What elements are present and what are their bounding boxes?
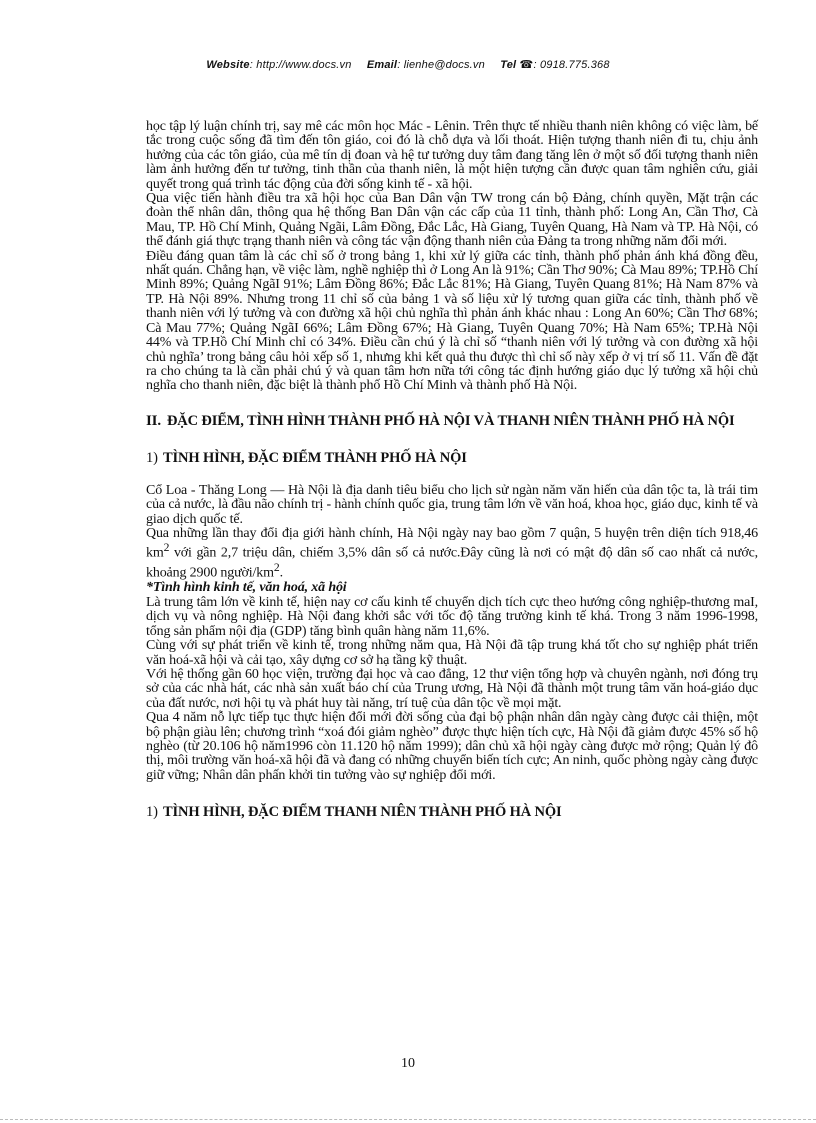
econ-subheading: *Tình hình kinh tế, văn hoá, xã hội — [146, 580, 347, 596]
email-label: Email — [366, 59, 398, 71]
document-body — [146, 120, 758, 838]
econ-paragraph-3: Với hệ thống gần 60 học viện, trường đại học và cao đẳng, 12 thư viện tổng hợp và chuyên ngành, nơi đóng trụ sở của các nhà hát, các nhà sản xuất báo chí của Trung ương, Hà Nội đã thành một trung tâm văn hoá-giáo dục của đất nước, nơi hội tụ và phát huy tài năng, trí tuệ của dân tộc về mọi mặt. — [146, 666, 758, 711]
section-number: II. — [146, 412, 161, 429]
website-value[interactable]: : http://www.docs.vn — [249, 59, 352, 71]
subsection-title: TÌNH HÌNH, ĐẶC ĐIỂM THANH NIÊN THÀNH PHỐ HÀ NỘI — [163, 804, 562, 821]
section-title: ĐẶC ĐIỂM, TÌNH HÌNH THÀNH PHỐ HÀ NỘI VÀ THANH NIÊN THÀNH PHỐ HÀ NỘI — [166, 412, 735, 429]
page-header — [0, 58, 816, 71]
econ-paragraph-2: Cùng với sự phát triển về kinh tế, trong những năm qua, Hà Nội đã tập trung khá tốt cho sự nghiệp phát triển văn hoá-xã hội và cải tạo, xây dựng cơ sở hạ tầng kỹ thuật. — [146, 638, 758, 668]
econ-paragraph-4: Qua 4 năm nỗ lực tiếp tục thực hiện đổi mới đời sống của đại bộ phận nhân dân ngày càng được cải thiện, một bộ phận giàu lên; chương trình “xoá đói giảm nghèo” được thực hiện tích cực, Hà Nội đã giảm được 45% số hộ nghèo (từ 20.106 hộ năm1996 còn 11.120 hộ năm 1999); dân chủ xã hội ngày càng được mở rộng; Quản lý đô thị, môi trường văn hoá-xã hội đã và đang có những chuyển biến tích cực; An ninh, quốc phòng ngày càng được giữ vững; Nhân dân phấn khởi tin tưởng vào sự nghiệp đổi mới. — [146, 710, 758, 783]
intro-paragraph-1: học tập lý luận chính trị, say mê các môn học Mác - Lênin. Trên thực tế nhiều thanh niên không có việc làm, bế tắc trong cuộc sống đã tìm đến tôn giáo, coi đó là chỗ dựa và lối thoát. Hiện tượng thanh niên đi tu, chịu ảnh hưởng của các tôn giáo, của mê tín dị đoan và hệ tư tưởng duy tâm đang tăng lên ở một số đối tượng thanh niên làm ảnh hưởng đến tư tưởng, tinh thần của thanh niên, là một hiện tượng cần được quan tâm nghiên cứu, giải quyết trong quá trình tác động của đời sống kinh tế - xã hội. — [146, 119, 758, 192]
tel-value: : 0918.775.368 — [533, 59, 610, 71]
email-value[interactable]: : lienhe@docs.vn — [397, 59, 485, 71]
subsection-number: 1) — [146, 449, 158, 466]
page-number: 10 — [401, 1056, 415, 1071]
subsection-title: TÌNH HÌNH, ĐẶC ĐIỂM THÀNH PHỐ HÀ NỘI — [163, 449, 467, 466]
superscript: 2 — [273, 561, 280, 575]
subsection-heading-city — [146, 451, 758, 466]
website-label: Website — [206, 59, 250, 71]
subsection-number: 1) — [146, 804, 158, 821]
superscript: 2 — [163, 541, 170, 555]
econ-paragraph-1: Là trung tâm lớn về kinh tế, hiện nay cơ cấu kinh tế chuyển dịch tích cực theo hướng công nghiệp-thương maI, dịch vụ và nông nghiệp. Hà Nội đang khởi sắc với tốc độ tăng trưởng kinh tế khá. Trong 3 năm 1996-1998, tổng sản phẩm nội địa (GDP) tăng bình quân hàng năm 11,6%. — [146, 594, 758, 639]
city-paragraph-1: Cổ Loa - Thăng Long — Hà Nội là địa danh tiêu biểu cho lịch sử ngàn năm văn hiến của dân tộc ta, là trái tim của cả nước, là đầu não chính trị - hành chính quốc gia, trung tâm lớn về văn hoá, khoa học, giáo dục, kinh tế và giao dịch quốc tế. — [146, 482, 758, 527]
footer-divider — [0, 1119, 816, 1120]
intro-paragraph-2: Qua việc tiến hành điều tra xã hội học của Ban Dân vận TW trong cán bộ Đảng, chính quyền, Mặt trận các đoàn thể nhân dân, thông qua hệ thống Ban Dân vận các cấp của 11 tỉnh, thành phố: Long An, Cần Thơ, Cà Mau, TP. Hồ Chí Minh, Quảng Ngãi, Lâm Đồng, Đắc Lắc, Hà Giang, Tuyên Quang, Hà Nam và TP. Hà Nội, có thể đánh giá thực trạng thanh niên và công tác vận động thanh niên của Đảng ta trong những năm đổi mới. — [146, 191, 758, 250]
intro-paragraph-3: Điều đáng quan tâm là các chỉ số ở trong bảng 1, khi xử lý giữa các tỉnh, thành phố phản ánh khá đồng đều, nhất quán. Chẳng hạn, về việc làm, nghề nghiệp thì ở Long An là 91%; Cần Thơ 90%; Cà Mau 89%; TP.Hồ Chí Minh 89%; Quảng NgãI 91%; Lâm Đồng 86%; Đắc Lắc 81%; Hà Giang, Tuyên Quang 81%; Hà Nam 87% và TP. Hà Nội 89%. Nhưng trong 11 chỉ số của bảng 1 và số liệu xử lý tương quan giữa các tỉnh, thành phố về thanh niên với lý tưởng và con đường xã hội chủ nghĩa thì phản ánh khác nhau : Long An 60%; Cần Thơ 68%; Cà Mau 77%; Quảng NgãI 66%; Lâm Đồng 67%; Hà Giang, Tuyên Quang 70%; Hà Nam 65%; TP.Hà Nội 44% và TP.Hồ Chí Minh chỉ có 34%. Điều cần chú ý là chỉ số “thanh niên với lý tưởng và con đường xã hội chủ nghĩa’ trong bảng câu hỏi xếp số 1, nhưng khi kết quả thu được thì chỉ số này xếp ở vị trí số 11. Vấn đề đặt ra cho chúng ta là cần phải chú ý và quan tâm hơn nữa tới công tác định hướng giáo dục lý tưởng xã hội chủ nghĩa cho thanh niên, đặc biệt là thành phố Hồ Chí Minh và thành phố Hà Nội. — [146, 248, 758, 394]
tel-label: Tel ☎ — [500, 59, 534, 71]
city-paragraph-2: Qua những lần thay đổi địa giới hành chính, Hà Nội ngày nay bao gồm 7 quận, 5 huyện trên diện tích 918,46 $km^2$ với gần 2,7 triệu dân, chiếm 3,5% dân số cả nước.Đây cũng là nơi có mật độ dân số cao nhất cả nước, khoảng 2900 người/$km^2$. — [146, 525, 758, 582]
subsection-heading-youth — [146, 805, 758, 820]
section-heading-2 — [146, 414, 758, 429]
